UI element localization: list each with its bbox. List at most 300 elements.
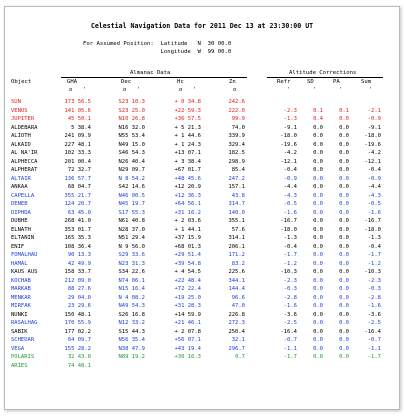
table-row	[5, 328, 399, 337]
hc-value: + 2 03.6	[174, 218, 201, 224]
zn-value: 272.3	[228, 320, 245, 326]
refr-value: -1.6	[283, 209, 297, 216]
refr-value: -3.6	[283, 311, 297, 318]
hc-value: + 1 44.6	[174, 133, 201, 139]
table-row	[5, 132, 399, 141]
col-header-object: Object	[11, 79, 32, 85]
unit-dec-min: '	[137, 87, 141, 93]
sum-value: -1.7	[367, 354, 381, 360]
table-row	[5, 268, 399, 277]
unit-dec: o	[123, 87, 127, 93]
col-header-hc: Hc	[177, 79, 184, 85]
table-row	[5, 353, 399, 362]
sum-value: -0.3	[367, 286, 381, 292]
object-name: ALKAID	[11, 141, 31, 148]
dec-value: N49 54.3	[118, 303, 145, 309]
hc-value: +14 59.9	[174, 311, 201, 318]
zn-value: 157.1	[228, 184, 245, 190]
zn-value: 47.0	[231, 303, 245, 309]
dec-value: N45 19.7	[118, 201, 145, 207]
dec-value: N 8 54.2	[118, 175, 145, 182]
gha-value: 165 35.3	[64, 235, 91, 241]
gha-value: 124 20.7	[64, 201, 91, 207]
pa-value: 0.0	[339, 218, 349, 224]
hc-value: +67 01.7	[174, 167, 201, 173]
corrections-divider	[267, 77, 383, 78]
zn-value: 74.0	[231, 124, 245, 131]
table-row	[5, 277, 399, 286]
sum-value: -12.1	[364, 158, 381, 165]
gha-value: 63 45.0	[67, 209, 91, 216]
dec-value: N55 53.4	[118, 133, 145, 139]
dec-value: N56 35.4	[118, 337, 145, 343]
pa-value: 0.0	[339, 252, 349, 258]
hc-value: +30 16.3	[174, 354, 201, 360]
sum-value: -1.6	[367, 303, 381, 309]
table-row	[5, 192, 399, 201]
hc-value: + 2 07.8	[174, 328, 201, 335]
col-header-pa: PA	[333, 79, 340, 85]
hc-value: +37 15.9	[174, 235, 201, 241]
sum-value: -2.1	[367, 107, 381, 114]
zn-value: 296.7	[228, 345, 245, 352]
hc-value: +48 45.6	[174, 175, 201, 182]
sum-value: -4.4	[367, 184, 381, 190]
pa-value: 0.0	[339, 175, 349, 182]
dec-value: S46 54.3	[118, 150, 145, 156]
refr-value: -1.2	[283, 260, 297, 267]
zn-value: 339.9	[228, 133, 245, 139]
table-row	[5, 234, 399, 243]
table-row	[5, 319, 399, 328]
zn-value: 96.6	[231, 294, 245, 301]
refr-value: -1.3	[283, 235, 297, 241]
dec-value: N 9 56.0	[118, 243, 145, 250]
gha-value: 170 55.9	[64, 320, 91, 326]
dec-value: N38 47.9	[118, 345, 145, 352]
table-row	[5, 158, 399, 167]
col-header-zn: Zn	[229, 79, 236, 85]
pa-value: 0.0	[339, 209, 349, 216]
dec-value: N74 06.1	[118, 277, 145, 284]
sd-value: 0.0	[313, 175, 323, 182]
refr-value: -4.4	[283, 184, 297, 190]
pa-value: 0.0	[339, 269, 349, 275]
zn-value: 83.2	[231, 260, 245, 267]
pa-value: 0.0	[339, 141, 349, 148]
zn-value: 222.0	[228, 107, 245, 114]
refr-value: -4.3	[283, 192, 297, 199]
pa-value: 0.0	[339, 243, 349, 250]
object-name: ENIF	[11, 243, 25, 250]
object-name: ELTANIN	[11, 235, 35, 241]
almanac-section-title: Almanac Data	[130, 70, 171, 76]
hc-value: +39 54.8	[174, 260, 201, 267]
zn-value: 171.2	[228, 252, 245, 258]
hc-value: +29 51.4	[174, 252, 201, 258]
refr-value: -4.2	[283, 150, 297, 156]
sd-value: 0.0	[313, 294, 323, 301]
sd-value: 0.0	[313, 226, 323, 233]
refr-value: -0.7	[283, 337, 297, 343]
pa-value: 0.0	[339, 167, 349, 173]
dec-value: N15 16.4	[118, 286, 145, 292]
object-name: ALPHECCA	[11, 158, 38, 165]
zn-value: 329.4	[228, 141, 245, 148]
refr-value: -0.4	[283, 167, 297, 173]
object-name: ALPHERAT	[11, 167, 38, 173]
object-name: HAMAL	[11, 260, 28, 267]
sum-value: -2.3	[367, 277, 381, 284]
dec-value: S29 33.6	[118, 252, 145, 258]
pa-value: 0.0	[339, 235, 349, 241]
table-row	[5, 183, 399, 192]
sd-value: 0.0	[313, 337, 323, 343]
zn-value: 344.1	[228, 277, 245, 284]
dec-value: S42 14.6	[118, 184, 145, 190]
sum-value: -4.3	[367, 192, 381, 199]
gha-value: 64 09.7	[67, 337, 91, 343]
refr-value: -18.0	[280, 226, 297, 233]
table-row	[5, 345, 399, 354]
dec-value: N10 26.8	[118, 116, 145, 122]
sum-value: -1.7	[367, 252, 381, 258]
dec-value: N61 40.8	[118, 218, 145, 224]
object-name: DIPHDA	[11, 209, 31, 216]
refr-value: -1.7	[283, 354, 297, 360]
sd-value: 0.0	[313, 303, 323, 309]
object-name: NUNKI	[11, 311, 28, 318]
gha-value: 74 48.1	[67, 362, 91, 369]
refr-value: -1.3	[283, 116, 297, 122]
dec-value: N26 40.4	[118, 158, 145, 165]
zn-value: 57.6	[231, 226, 245, 233]
object-name: ELNATH	[11, 226, 31, 233]
pa-value: 0.0	[339, 303, 349, 309]
pa-value: 0.0	[339, 320, 349, 326]
unit-gha-min: '	[83, 87, 87, 93]
latitude-label: Latitude	[160, 41, 188, 47]
pa-value: 0.0	[339, 286, 349, 292]
latitude-value: N 30 00.0	[197, 41, 232, 47]
hc-value: + 0 34.8	[174, 99, 201, 105]
col-header-refr: Refr	[277, 79, 291, 85]
dec-value: N51 29.4	[118, 235, 145, 241]
sum-value: -1.2	[367, 260, 381, 267]
zn-value: 355.1	[228, 218, 245, 224]
zn-value: 144.4	[228, 286, 245, 292]
page-title: Celestial Navigation Data for 2011 Dec 13 at 23:30:00 UT	[90, 22, 314, 30]
object-name: KOCHAB	[11, 277, 31, 284]
gha-value: 90 13.3	[67, 252, 91, 258]
assumed-position-label: For Assumed Position:	[83, 41, 154, 47]
pa-value: 0.0	[339, 192, 349, 199]
refr-value: -10.3	[280, 269, 297, 275]
zn-value: 206.1	[228, 243, 245, 250]
dec-value: S15 44.3	[118, 328, 145, 335]
table-row	[5, 107, 399, 116]
gha-value: 32 43.0	[67, 354, 91, 360]
hc-value: + 3 38.4	[174, 158, 201, 165]
pa-value: 0.0	[339, 294, 349, 301]
table-row	[5, 294, 399, 303]
sd-value: 0.0	[313, 260, 323, 267]
sd-value: 0.0	[313, 328, 323, 335]
sum-value: -4.2	[367, 150, 381, 156]
refr-value: -19.6	[280, 141, 297, 148]
almanac-divider	[61, 77, 247, 78]
table-row	[5, 217, 399, 226]
sd-value: 0.0	[313, 286, 323, 292]
refr-value: -0.4	[283, 243, 297, 250]
sd-value: 0.4	[313, 116, 323, 122]
hc-value: +22 48.4	[174, 277, 201, 284]
hc-value: +12 20.9	[174, 184, 201, 190]
sum-value: -0.4	[367, 167, 381, 173]
object-name: SCHEDAR	[11, 337, 35, 343]
col-header-dec: Dec	[121, 79, 132, 85]
table-row	[5, 302, 399, 311]
refr-value: -0.9	[283, 175, 297, 182]
pa-value: 0.0	[339, 226, 349, 233]
unit-gha: o	[69, 87, 73, 93]
table-row	[5, 209, 399, 218]
hc-value: +43 19.4	[174, 345, 201, 352]
hc-value: +19 25.0	[174, 294, 201, 301]
table-row	[5, 311, 399, 320]
table-row	[5, 285, 399, 294]
zn-value: 314.7	[228, 201, 245, 207]
zn-value: 182.5	[228, 150, 245, 156]
sum-value: -19.6	[364, 141, 381, 148]
gha-value: 45 50.1	[67, 116, 91, 122]
hc-value: +22 59.3	[174, 107, 201, 114]
sum-value: -2.5	[367, 320, 381, 326]
zn-value: 314.1	[228, 235, 245, 241]
unit-hc-min: '	[193, 87, 197, 93]
dec-value: N16 32.0	[118, 124, 145, 131]
object-name: VEGA	[11, 345, 25, 352]
object-name: AL NA'IR	[11, 150, 38, 156]
sd-value: 0.0	[313, 235, 323, 241]
gha-value: 150 48.1	[64, 311, 91, 318]
hc-value: +13 07.1	[174, 150, 201, 156]
sum-value: -18.0	[364, 226, 381, 233]
gha-value: 42 49.9	[67, 260, 91, 267]
object-name: CAPELLA	[11, 192, 35, 199]
zn-value: 0.7	[235, 354, 245, 360]
table-row	[5, 124, 399, 133]
refr-value: -1.7	[283, 252, 297, 258]
refr-value: -0.3	[283, 286, 297, 292]
object-name: JUPITER	[11, 116, 35, 122]
table-row	[5, 149, 399, 158]
object-name: ARIES	[11, 362, 28, 369]
pa-value: 0.0	[339, 133, 349, 139]
pa-value: 0.1	[339, 107, 349, 114]
dec-value: S17 55.3	[118, 209, 145, 216]
zn-value: 242.6	[228, 99, 245, 105]
object-name: MARKAB	[11, 286, 31, 292]
sd-value: 0.0	[313, 311, 323, 318]
sd-value: 0.0	[313, 209, 323, 216]
table-row	[5, 98, 399, 107]
sd-value: 0.0	[313, 158, 323, 165]
gha-value: 68 04.7	[67, 184, 91, 190]
sd-value: 0.0	[313, 167, 323, 173]
gha-value: 72 32.7	[67, 167, 91, 173]
unit-zn: o	[233, 87, 237, 93]
refr-value: -16.7	[280, 218, 297, 224]
hc-value: +64 56.1	[174, 201, 201, 207]
zn-value: 247.2	[228, 175, 245, 182]
sum-value: -10.3	[364, 269, 381, 275]
unit-refr: '	[287, 87, 291, 93]
zn-value: 298.9	[228, 158, 245, 165]
zn-value: 32.1	[231, 337, 245, 343]
pa-value: 0.0	[339, 150, 349, 156]
sum-value: -1.1	[367, 345, 381, 352]
sd-value: 0.0	[313, 133, 323, 139]
dec-value: N23 31.3	[118, 260, 145, 267]
corrections-section-title: Altitude Corrections	[289, 70, 357, 76]
sd-value: 0.0	[313, 150, 323, 156]
sd-value: 0.0	[313, 277, 323, 284]
gha-value: 212 09.0	[64, 277, 91, 284]
dec-value: N29 09.7	[118, 167, 145, 173]
object-name: KAUS AUS	[11, 269, 38, 275]
pa-value: 0.0	[339, 124, 349, 131]
pa-value: 0.0	[339, 354, 349, 360]
object-name: ALIOTH	[11, 133, 31, 139]
col-header-sd: SD	[307, 79, 314, 85]
unit-hc: o	[179, 87, 183, 93]
sd-value: 0.0	[313, 354, 323, 360]
refr-value: -2.3	[283, 107, 297, 114]
table-row	[5, 251, 399, 260]
refr-value: -9.1	[283, 124, 297, 131]
object-name: ALDEBARA	[11, 124, 38, 131]
pa-value: 0.0	[339, 260, 349, 267]
sum-value: -1.3	[367, 235, 381, 241]
gha-value: 5 38.4	[71, 124, 91, 131]
col-header-gha: GHA	[67, 79, 78, 85]
zn-value: 43.8	[231, 192, 245, 199]
unit-sd: '	[313, 87, 317, 93]
sd-value: 0.1	[313, 107, 323, 114]
data-table	[5, 98, 399, 370]
object-name: MENKAR	[11, 294, 31, 301]
object-name: POLARIS	[11, 354, 35, 360]
pa-value: 0.0	[339, 277, 349, 284]
hc-value: +12 36.3	[174, 192, 201, 199]
gha-value: 353 01.7	[64, 226, 91, 233]
sum-value: -16.7	[364, 218, 381, 224]
sum-value: -0.9	[367, 175, 381, 182]
sum-value: -1.6	[367, 209, 381, 216]
zn-value: 226.8	[228, 311, 245, 318]
refr-value: -18.0	[280, 133, 297, 139]
hc-value: +56 07.1	[174, 337, 201, 343]
gha-value: 108 36.4	[64, 243, 91, 250]
gha-value: 23 29.6	[67, 303, 91, 309]
sum-value: -2.8	[367, 294, 381, 301]
table-row	[5, 243, 399, 252]
object-name: VENUS	[11, 107, 28, 114]
dec-value: S26 16.8	[118, 311, 145, 318]
zn-value: 250.4	[228, 328, 245, 335]
dec-value: N49 15.0	[118, 141, 145, 148]
dec-value: S34 22.6	[118, 269, 145, 275]
gha-value: 201 00.4	[64, 158, 91, 165]
zn-value: 225.6	[228, 269, 245, 275]
sd-value: 0.0	[313, 218, 323, 224]
table-row	[5, 226, 399, 235]
sd-value: 0.0	[313, 124, 323, 131]
hc-value: +68 01.3	[174, 243, 201, 250]
gha-value: 141 05.6	[64, 107, 91, 114]
sum-value: -16.4	[364, 328, 381, 335]
dec-value: S23 10.3	[118, 99, 145, 105]
sd-value: 0.0	[313, 201, 323, 207]
unit-pa: '	[339, 87, 343, 93]
table-row	[5, 175, 399, 184]
refr-value: -1.1	[283, 345, 297, 352]
dec-value: N 4 08.2	[118, 294, 145, 301]
object-name: DENEB	[11, 201, 28, 207]
hc-value: +72 22.4	[174, 286, 201, 292]
sd-value: 0.0	[313, 252, 323, 258]
refr-value: -1.6	[283, 303, 297, 309]
sum-value: -0.5	[367, 201, 381, 207]
zn-value: 85.4	[231, 167, 245, 173]
table-row	[5, 166, 399, 175]
unit-sum: '	[369, 87, 373, 93]
sum-value: -0.9	[367, 116, 381, 122]
object-name: ALTAIR	[11, 175, 31, 182]
longitude-label: Longitude	[160, 49, 191, 55]
sd-value: 0.0	[313, 345, 323, 352]
sum-value: -9.1	[367, 124, 381, 131]
refr-value: -16.4	[280, 328, 297, 335]
table-row	[5, 115, 399, 124]
table-row	[5, 200, 399, 209]
zn-value: 99.9	[231, 116, 245, 122]
object-name: ANKAA	[11, 184, 28, 190]
object-name: SABIK	[11, 328, 28, 335]
hc-value: +36 57.5	[174, 116, 201, 122]
object-name: FOMALHAU	[11, 252, 38, 258]
gha-value: 268 41.0	[64, 218, 91, 224]
gha-value: 29 04.0	[67, 294, 91, 301]
pa-value: 0.0	[339, 328, 349, 335]
dec-value: N46 00.5	[118, 192, 145, 199]
dec-value: S23 25.0	[118, 107, 145, 114]
refr-value: -0.5	[283, 201, 297, 207]
assumed-longitude-line	[83, 49, 231, 56]
sum-value: -0.4	[367, 243, 381, 250]
hc-value: +31 16.2	[174, 209, 201, 216]
hc-value: + 5 21.3	[174, 124, 201, 131]
sd-value: 0.0	[313, 141, 323, 148]
object-name: SUN	[11, 99, 21, 105]
gha-value: 173 56.5	[64, 99, 91, 105]
gha-value: 177 02.2	[64, 328, 91, 335]
hc-value: +21 46.1	[174, 320, 201, 326]
gha-value: 155 28.2	[64, 345, 91, 352]
gha-value: 227 48.1	[64, 141, 91, 148]
sd-value: 0.0	[313, 184, 323, 190]
